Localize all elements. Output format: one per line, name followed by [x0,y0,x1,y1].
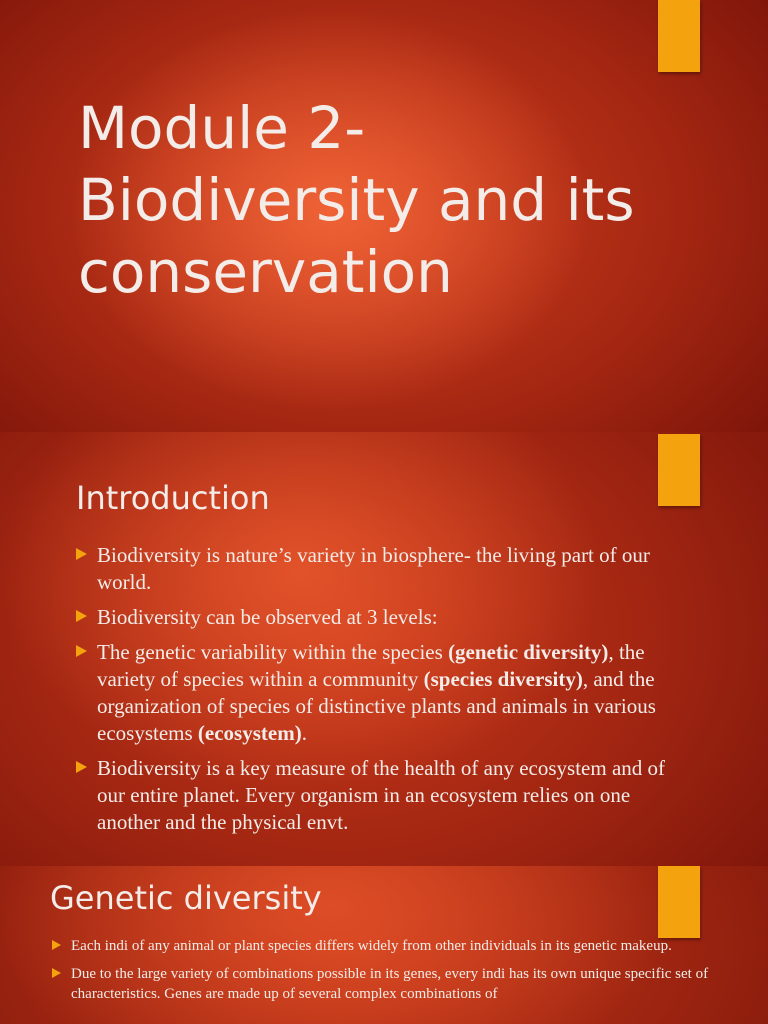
bold-term: (ecosystem) [197,721,302,745]
bullet-text [97,640,656,745]
slide-genetic-diversity [0,866,768,1024]
list-item [50,936,710,956]
bullet-arrow-icon [52,968,61,978]
bullet-list [50,936,710,1012]
title-line-1: Module 2- [78,94,366,162]
bullet-text: Biodiversity can be observed at 3 levels: [97,605,438,629]
list-item [76,604,676,631]
bullet-text: Due to the large variety of combinations possible in its genes, every indi has its own unique specific set of characteristics. Genes are made up of several complex combinations of [71,966,709,1002]
list-item [76,639,676,747]
accent-bar [658,434,700,506]
slide-title [0,0,768,432]
text-part: , and the organization of species of distinctive plants and animals in various ecosystems [97,667,656,745]
bullet-arrow-icon [76,610,87,622]
bullet-text: Each indi of any animal or plant species differs widely from other individuals in its genetic makeup. [71,938,672,954]
list-item [76,755,676,836]
text-part: The genetic variability within the species [97,640,449,664]
title-line-3: conservation [78,238,453,306]
text-part: . [301,721,307,745]
accent-bar [658,0,700,72]
accent-bar [658,866,700,938]
bold-term: (genetic diversity) [448,640,609,664]
bullet-arrow-icon [76,761,87,773]
section-title: Genetic diversity [50,879,322,917]
text-part: , the variety of species within a community [97,640,645,691]
bullet-text: Biodiversity is a key measure of the health of any ecosystem and of our entire planet. Every organism in an ecosystem relies on one another and the physical envt. [97,756,666,834]
slide-introduction [0,432,768,866]
section-title: Introduction [76,479,270,517]
bullet-arrow-icon [76,645,87,657]
list-item [50,964,710,1004]
bullet-text: Biodiversity is nature’s variety in biosphere- the living part of our world. [97,543,650,594]
bullet-arrow-icon [76,548,87,560]
slide-title-heading [78,92,698,308]
bullet-arrow-icon [52,940,61,950]
title-line-2: Biodiversity and its [78,166,635,234]
bold-term: (species diversity) [423,667,583,691]
bullet-list [76,542,676,844]
list-item [76,542,676,596]
